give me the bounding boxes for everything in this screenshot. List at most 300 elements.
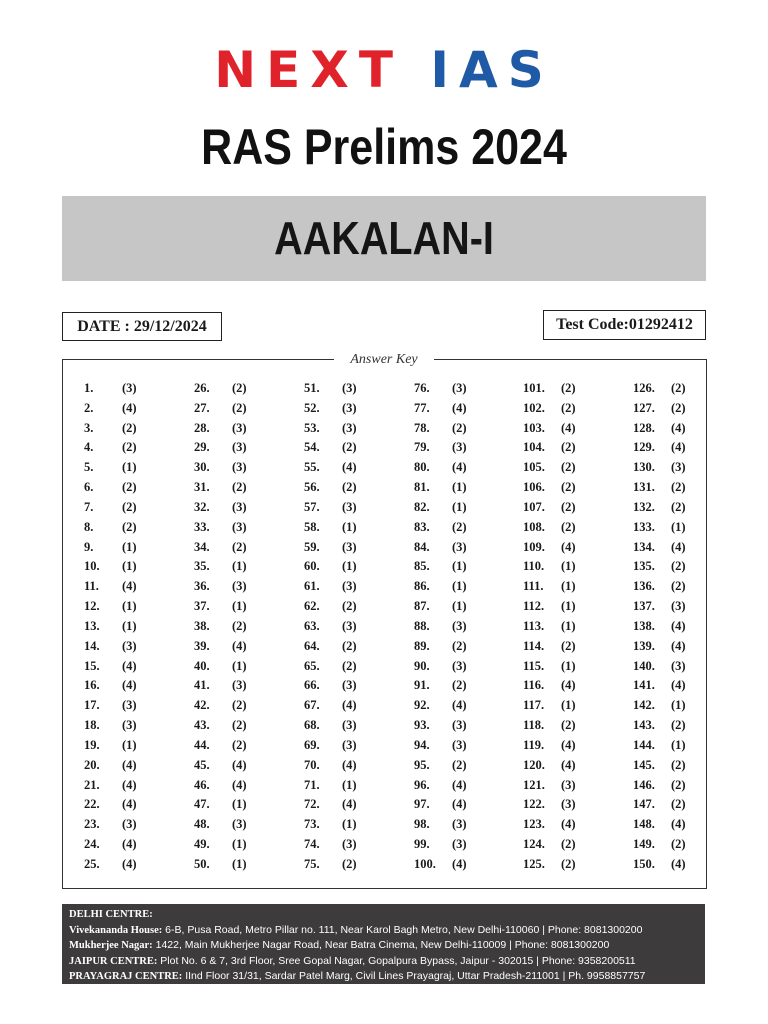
answer-option: (3): [342, 499, 357, 514]
answer-column: [523, 379, 633, 875]
answer-row: [304, 835, 414, 855]
answer-row: [194, 855, 304, 875]
answer-row: [633, 716, 743, 736]
question-number: 96.: [414, 777, 430, 792]
answer-row: [304, 637, 414, 657]
answer-option: (3): [452, 737, 467, 752]
answer-row: [523, 399, 633, 419]
question-number: 130.: [633, 460, 655, 475]
answer-option: (2): [671, 480, 686, 495]
question-number: 28.: [194, 420, 210, 435]
answer-row: [84, 458, 194, 478]
answer-option: (2): [561, 837, 576, 852]
answer-row: [633, 419, 743, 439]
question-number: 6.: [84, 480, 94, 495]
question-number: 79.: [414, 440, 430, 455]
question-number: 42.: [194, 698, 210, 713]
answer-row: [414, 696, 524, 716]
question-number: 49.: [194, 837, 210, 852]
answer-row: [523, 617, 633, 637]
answer-option: (1): [561, 658, 576, 673]
answer-option: (2): [452, 757, 467, 772]
answer-row: [304, 478, 414, 498]
question-number: 84.: [414, 539, 430, 554]
footer-line-text: 6-B, Pusa Road, Metro Pillar no. 111, Near Karol Bagh Metro, New Delhi-110060 | Phone: 8081300200: [162, 923, 643, 936]
answer-option: (3): [122, 638, 137, 653]
answer-row: [633, 835, 743, 855]
footer-addresses: [62, 904, 705, 984]
answer-row: [304, 776, 414, 796]
answer-row: [304, 855, 414, 875]
question-number: 52.: [304, 400, 320, 415]
answer-option: (1): [232, 658, 247, 673]
answer-row: [304, 518, 414, 538]
question-number: 128.: [633, 420, 655, 435]
question-number: 97.: [414, 797, 430, 812]
answer-row: [633, 498, 743, 518]
question-number: 20.: [84, 757, 100, 772]
answer-option: (2): [122, 440, 137, 455]
date-box: DATE : 29/12/2024: [62, 312, 222, 341]
answer-row: [414, 855, 524, 875]
answer-option: (3): [452, 658, 467, 673]
answer-option: (1): [561, 618, 576, 633]
question-number: 102.: [523, 400, 545, 415]
question-number: 140.: [633, 658, 655, 673]
question-number: 24.: [84, 837, 100, 852]
answer-option: (3): [122, 817, 137, 832]
question-number: 12.: [84, 599, 100, 614]
answer-row: [194, 557, 304, 577]
answer-option: (1): [561, 698, 576, 713]
answer-option: (2): [561, 480, 576, 495]
question-number: 9.: [84, 539, 94, 554]
question-number: 136.: [633, 579, 655, 594]
question-number: 57.: [304, 499, 320, 514]
question-number: 108.: [523, 519, 545, 534]
question-number: 39.: [194, 638, 210, 653]
answer-option: (4): [671, 638, 686, 653]
answer-option: (3): [452, 618, 467, 633]
answer-row: [633, 478, 743, 498]
answer-row: [304, 538, 414, 558]
answer-option: (2): [561, 440, 576, 455]
answer-option: (4): [561, 757, 576, 772]
question-number: 66.: [304, 678, 320, 693]
answer-row: [194, 776, 304, 796]
answer-row: [304, 617, 414, 637]
question-number: 121.: [523, 777, 545, 792]
answer-row: [194, 795, 304, 815]
answer-option: (4): [122, 678, 137, 693]
question-number: 56.: [304, 480, 320, 495]
question-number: 37.: [194, 599, 210, 614]
answer-option: (4): [122, 757, 137, 772]
question-number: 27.: [194, 400, 210, 415]
answer-option: (4): [561, 539, 576, 554]
question-number: 150.: [633, 856, 655, 871]
answer-option: (1): [342, 777, 357, 792]
answer-option: (2): [561, 460, 576, 475]
answer-row: [194, 676, 304, 696]
answer-option: (2): [561, 638, 576, 653]
answer-row: [304, 696, 414, 716]
answer-option: (1): [232, 797, 247, 812]
answer-row: [523, 577, 633, 597]
answer-row: [414, 498, 524, 518]
question-number: 13.: [84, 618, 100, 633]
footer-line: [69, 954, 697, 970]
answer-option: (2): [671, 579, 686, 594]
answer-option: (2): [561, 718, 576, 733]
answer-option: (4): [342, 797, 357, 812]
answer-option: (2): [232, 381, 247, 395]
answer-option: (4): [561, 678, 576, 693]
question-number: 69.: [304, 737, 320, 752]
answer-row: [523, 637, 633, 657]
question-number: 74.: [304, 837, 320, 852]
answer-option: (2): [342, 440, 357, 455]
question-number: 109.: [523, 539, 545, 554]
answer-row: [414, 538, 524, 558]
answer-option: (1): [561, 579, 576, 594]
answer-option: (4): [452, 856, 467, 871]
question-number: 141.: [633, 678, 655, 693]
question-number: 147.: [633, 797, 655, 812]
answer-row: [194, 637, 304, 657]
answer-row: [84, 696, 194, 716]
answer-row: [414, 518, 524, 538]
answer-option: (2): [342, 658, 357, 673]
answer-row: [414, 577, 524, 597]
question-number: 123.: [523, 817, 545, 832]
answer-option: (3): [342, 381, 357, 395]
answer-option: (2): [342, 856, 357, 871]
question-number: 115.: [523, 658, 545, 673]
answer-row: [414, 736, 524, 756]
answer-row: [523, 835, 633, 855]
question-number: 83.: [414, 519, 430, 534]
logo-next: NEXT: [214, 41, 403, 99]
answer-option: (3): [232, 817, 247, 832]
question-number: 23.: [84, 817, 100, 832]
answer-option: (1): [561, 559, 576, 574]
answer-option: (1): [122, 539, 137, 554]
answer-option: (3): [671, 658, 686, 673]
question-number: 55.: [304, 460, 320, 475]
answer-option: (2): [671, 757, 686, 772]
question-number: 7.: [84, 499, 94, 514]
answer-option: (1): [671, 737, 686, 752]
answer-row: [633, 538, 743, 558]
answer-option: (4): [342, 460, 357, 475]
question-number: 71.: [304, 777, 320, 792]
answer-option: (4): [452, 460, 467, 475]
footer-line-label: JAIPUR CENTRE:: [69, 955, 158, 967]
answer-option: (4): [122, 837, 137, 852]
question-number: 65.: [304, 658, 320, 673]
question-number: 139.: [633, 638, 655, 653]
answer-option: (2): [232, 698, 247, 713]
answer-option: (2): [232, 618, 247, 633]
question-number: 124.: [523, 837, 545, 852]
question-number: 107.: [523, 499, 545, 514]
answer-option: (2): [671, 718, 686, 733]
answer-option: (3): [342, 579, 357, 594]
answer-row: [414, 815, 524, 835]
answer-option: (2): [232, 737, 247, 752]
answer-row: [523, 696, 633, 716]
answer-option: (3): [452, 440, 467, 455]
answer-option: (3): [232, 678, 247, 693]
answer-row: [523, 716, 633, 736]
question-number: 85.: [414, 559, 430, 574]
answer-row: [194, 419, 304, 439]
answer-row: [414, 776, 524, 796]
question-number: 146.: [633, 777, 655, 792]
question-number: 46.: [194, 777, 210, 792]
answer-option: (3): [342, 618, 357, 633]
question-number: 62.: [304, 599, 320, 614]
answer-option: (3): [452, 817, 467, 832]
footer-line-text: Plot No. 6 & 7, 3rd Floor, Sree Gopal Nagar, Gopalpura Bypass, Jaipur - 302015 | Phone: 9358200511: [157, 954, 636, 967]
answer-row: [633, 795, 743, 815]
answer-option: (2): [122, 420, 137, 435]
answer-option: (1): [232, 837, 247, 852]
answer-row: [414, 419, 524, 439]
question-number: 31.: [194, 480, 210, 495]
question-number: 104.: [523, 440, 545, 455]
answer-row: [523, 657, 633, 677]
answer-row: [523, 815, 633, 835]
answer-option: (3): [452, 539, 467, 554]
answer-row: [194, 577, 304, 597]
answer-option: (2): [671, 499, 686, 514]
answer-row: [523, 776, 633, 796]
answer-row: [523, 597, 633, 617]
answer-option: (3): [232, 499, 247, 514]
answer-option: (4): [232, 777, 247, 792]
answer-row: [304, 756, 414, 776]
answer-row: [194, 815, 304, 835]
answer-row: [633, 617, 743, 637]
answer-row: [633, 557, 743, 577]
question-number: 127.: [633, 400, 655, 415]
question-number: 64.: [304, 638, 320, 653]
answer-option: (2): [452, 420, 467, 435]
question-number: 22.: [84, 797, 100, 812]
answer-option: (4): [122, 797, 137, 812]
question-number: 70.: [304, 757, 320, 772]
question-number: 81.: [414, 480, 430, 495]
answer-row: [633, 577, 743, 597]
question-number: 113.: [523, 618, 545, 633]
footer-line: [69, 938, 697, 954]
question-number: 16.: [84, 678, 100, 693]
answer-row: [633, 776, 743, 796]
answer-option: (4): [122, 658, 137, 673]
answer-row: [414, 795, 524, 815]
question-number: 75.: [304, 856, 320, 871]
answer-row: [194, 756, 304, 776]
answer-row: [304, 716, 414, 736]
question-number: 92.: [414, 698, 430, 713]
answer-option: (1): [232, 599, 247, 614]
answer-row: [523, 379, 633, 399]
answer-row: [304, 379, 414, 399]
answer-option: (2): [561, 856, 576, 871]
answer-row: [414, 399, 524, 419]
answer-option: (3): [671, 460, 686, 475]
answer-row: [304, 577, 414, 597]
answer-row: [523, 855, 633, 875]
answer-option: (4): [671, 440, 686, 455]
question-number: 58.: [304, 519, 320, 534]
question-number: 134.: [633, 539, 655, 554]
question-number: 73.: [304, 817, 320, 832]
answer-option: (4): [122, 579, 137, 594]
answer-row: [304, 736, 414, 756]
question-number: 89.: [414, 638, 430, 653]
footer-line-text: IInd Floor 31/31, Sardar Patel Marg, Civil Lines Prayagraj, Uttar Pradesh-211001 | Ph. 9958857757: [182, 970, 646, 982]
answer-row: [523, 438, 633, 458]
answer-option: (4): [122, 856, 137, 871]
answer-option: (2): [122, 499, 137, 514]
answer-row: [304, 557, 414, 577]
answer-option: (2): [232, 718, 247, 733]
answer-row: [414, 756, 524, 776]
footer-line-text: 1422, Main Mukherjee Nagar Road, Near Batra Cinema, New Delhi-110009 | Phone: 8081300200: [152, 939, 610, 951]
question-number: 40.: [194, 658, 210, 673]
footer-line-label: Mukherjee Nagar:: [69, 940, 153, 951]
answer-option: (3): [122, 698, 137, 713]
answer-row: [84, 498, 194, 518]
question-number: 90.: [414, 658, 430, 673]
question-number: 122.: [523, 797, 545, 812]
answer-option: (2): [671, 837, 686, 852]
answer-option: (3): [342, 420, 357, 435]
answer-option: (2): [232, 480, 247, 495]
answer-option: (1): [122, 737, 137, 752]
test-code-box: Test Code:01292412: [543, 310, 706, 340]
question-number: 26.: [194, 381, 210, 395]
answer-row: [304, 498, 414, 518]
question-number: 19.: [84, 737, 100, 752]
answer-row: [414, 716, 524, 736]
question-number: 32.: [194, 499, 210, 514]
answer-row: [84, 478, 194, 498]
answer-option: (1): [452, 499, 467, 514]
answer-row: [84, 657, 194, 677]
answer-option: (1): [122, 618, 137, 633]
question-number: 4.: [84, 440, 94, 455]
answer-row: [523, 756, 633, 776]
answer-row: [633, 438, 743, 458]
answer-option: (2): [561, 400, 576, 415]
question-number: 14.: [84, 638, 100, 653]
answer-option: (3): [671, 599, 686, 614]
answer-option: (1): [342, 817, 357, 832]
footer-line: [69, 969, 697, 985]
answer-row: [304, 399, 414, 419]
answer-option: (4): [452, 400, 467, 415]
answer-option: (4): [671, 678, 686, 693]
answer-row: [194, 438, 304, 458]
question-number: 99.: [414, 837, 430, 852]
question-number: 111.: [523, 579, 544, 594]
answer-row: [414, 557, 524, 577]
answer-row: [414, 438, 524, 458]
answer-row: [304, 438, 414, 458]
answer-option: (1): [452, 559, 467, 574]
answer-row: [84, 597, 194, 617]
question-number: 21.: [84, 777, 100, 792]
question-number: 47.: [194, 797, 210, 812]
answer-option: (4): [122, 777, 137, 792]
answer-option: (1): [122, 599, 137, 614]
question-number: 41.: [194, 678, 210, 693]
answer-row: [194, 736, 304, 756]
answer-row: [304, 676, 414, 696]
answer-row: [633, 399, 743, 419]
question-number: 126.: [633, 381, 655, 395]
answer-option: (1): [232, 559, 247, 574]
answer-option: (3): [232, 460, 247, 475]
answer-column: [194, 379, 304, 875]
question-number: 135.: [633, 559, 655, 574]
answer-row: [633, 597, 743, 617]
question-number: 8.: [84, 519, 94, 534]
answer-option: (4): [232, 638, 247, 653]
question-number: 110.: [523, 559, 545, 574]
footer-line: [69, 923, 697, 939]
footer-line-label: PRAYAGRAJ CENTRE:: [69, 971, 183, 982]
answer-row: [414, 835, 524, 855]
answer-option: (3): [342, 837, 357, 852]
answer-option: (2): [671, 381, 686, 395]
question-number: 101.: [523, 381, 545, 395]
answer-row: [194, 498, 304, 518]
answer-row: [84, 716, 194, 736]
question-number: 63.: [304, 618, 320, 633]
answer-row: [84, 835, 194, 855]
question-number: 18.: [84, 718, 100, 733]
answer-option: (2): [122, 519, 137, 534]
answer-option: (3): [232, 420, 247, 435]
answer-row: [633, 637, 743, 657]
answer-row: [414, 657, 524, 677]
answer-option: (3): [232, 440, 247, 455]
test-name-banner: [62, 196, 706, 281]
answer-option: (3): [452, 381, 467, 395]
answer-key-title: Answer Key: [334, 350, 434, 370]
question-number: 10.: [84, 559, 100, 574]
question-number: 1.: [84, 381, 94, 395]
answer-option: (1): [122, 559, 137, 574]
answer-option: (2): [342, 638, 357, 653]
question-number: 33.: [194, 519, 210, 534]
answer-option: (1): [452, 480, 467, 495]
question-number: 91.: [414, 678, 430, 693]
answer-option: (3): [561, 797, 576, 812]
question-number: 137.: [633, 599, 655, 614]
answer-column: [414, 379, 524, 875]
answer-option: (2): [232, 400, 247, 415]
answer-option: (3): [342, 678, 357, 693]
question-number: 25.: [84, 856, 100, 871]
answer-row: [523, 458, 633, 478]
answer-row: [633, 855, 743, 875]
